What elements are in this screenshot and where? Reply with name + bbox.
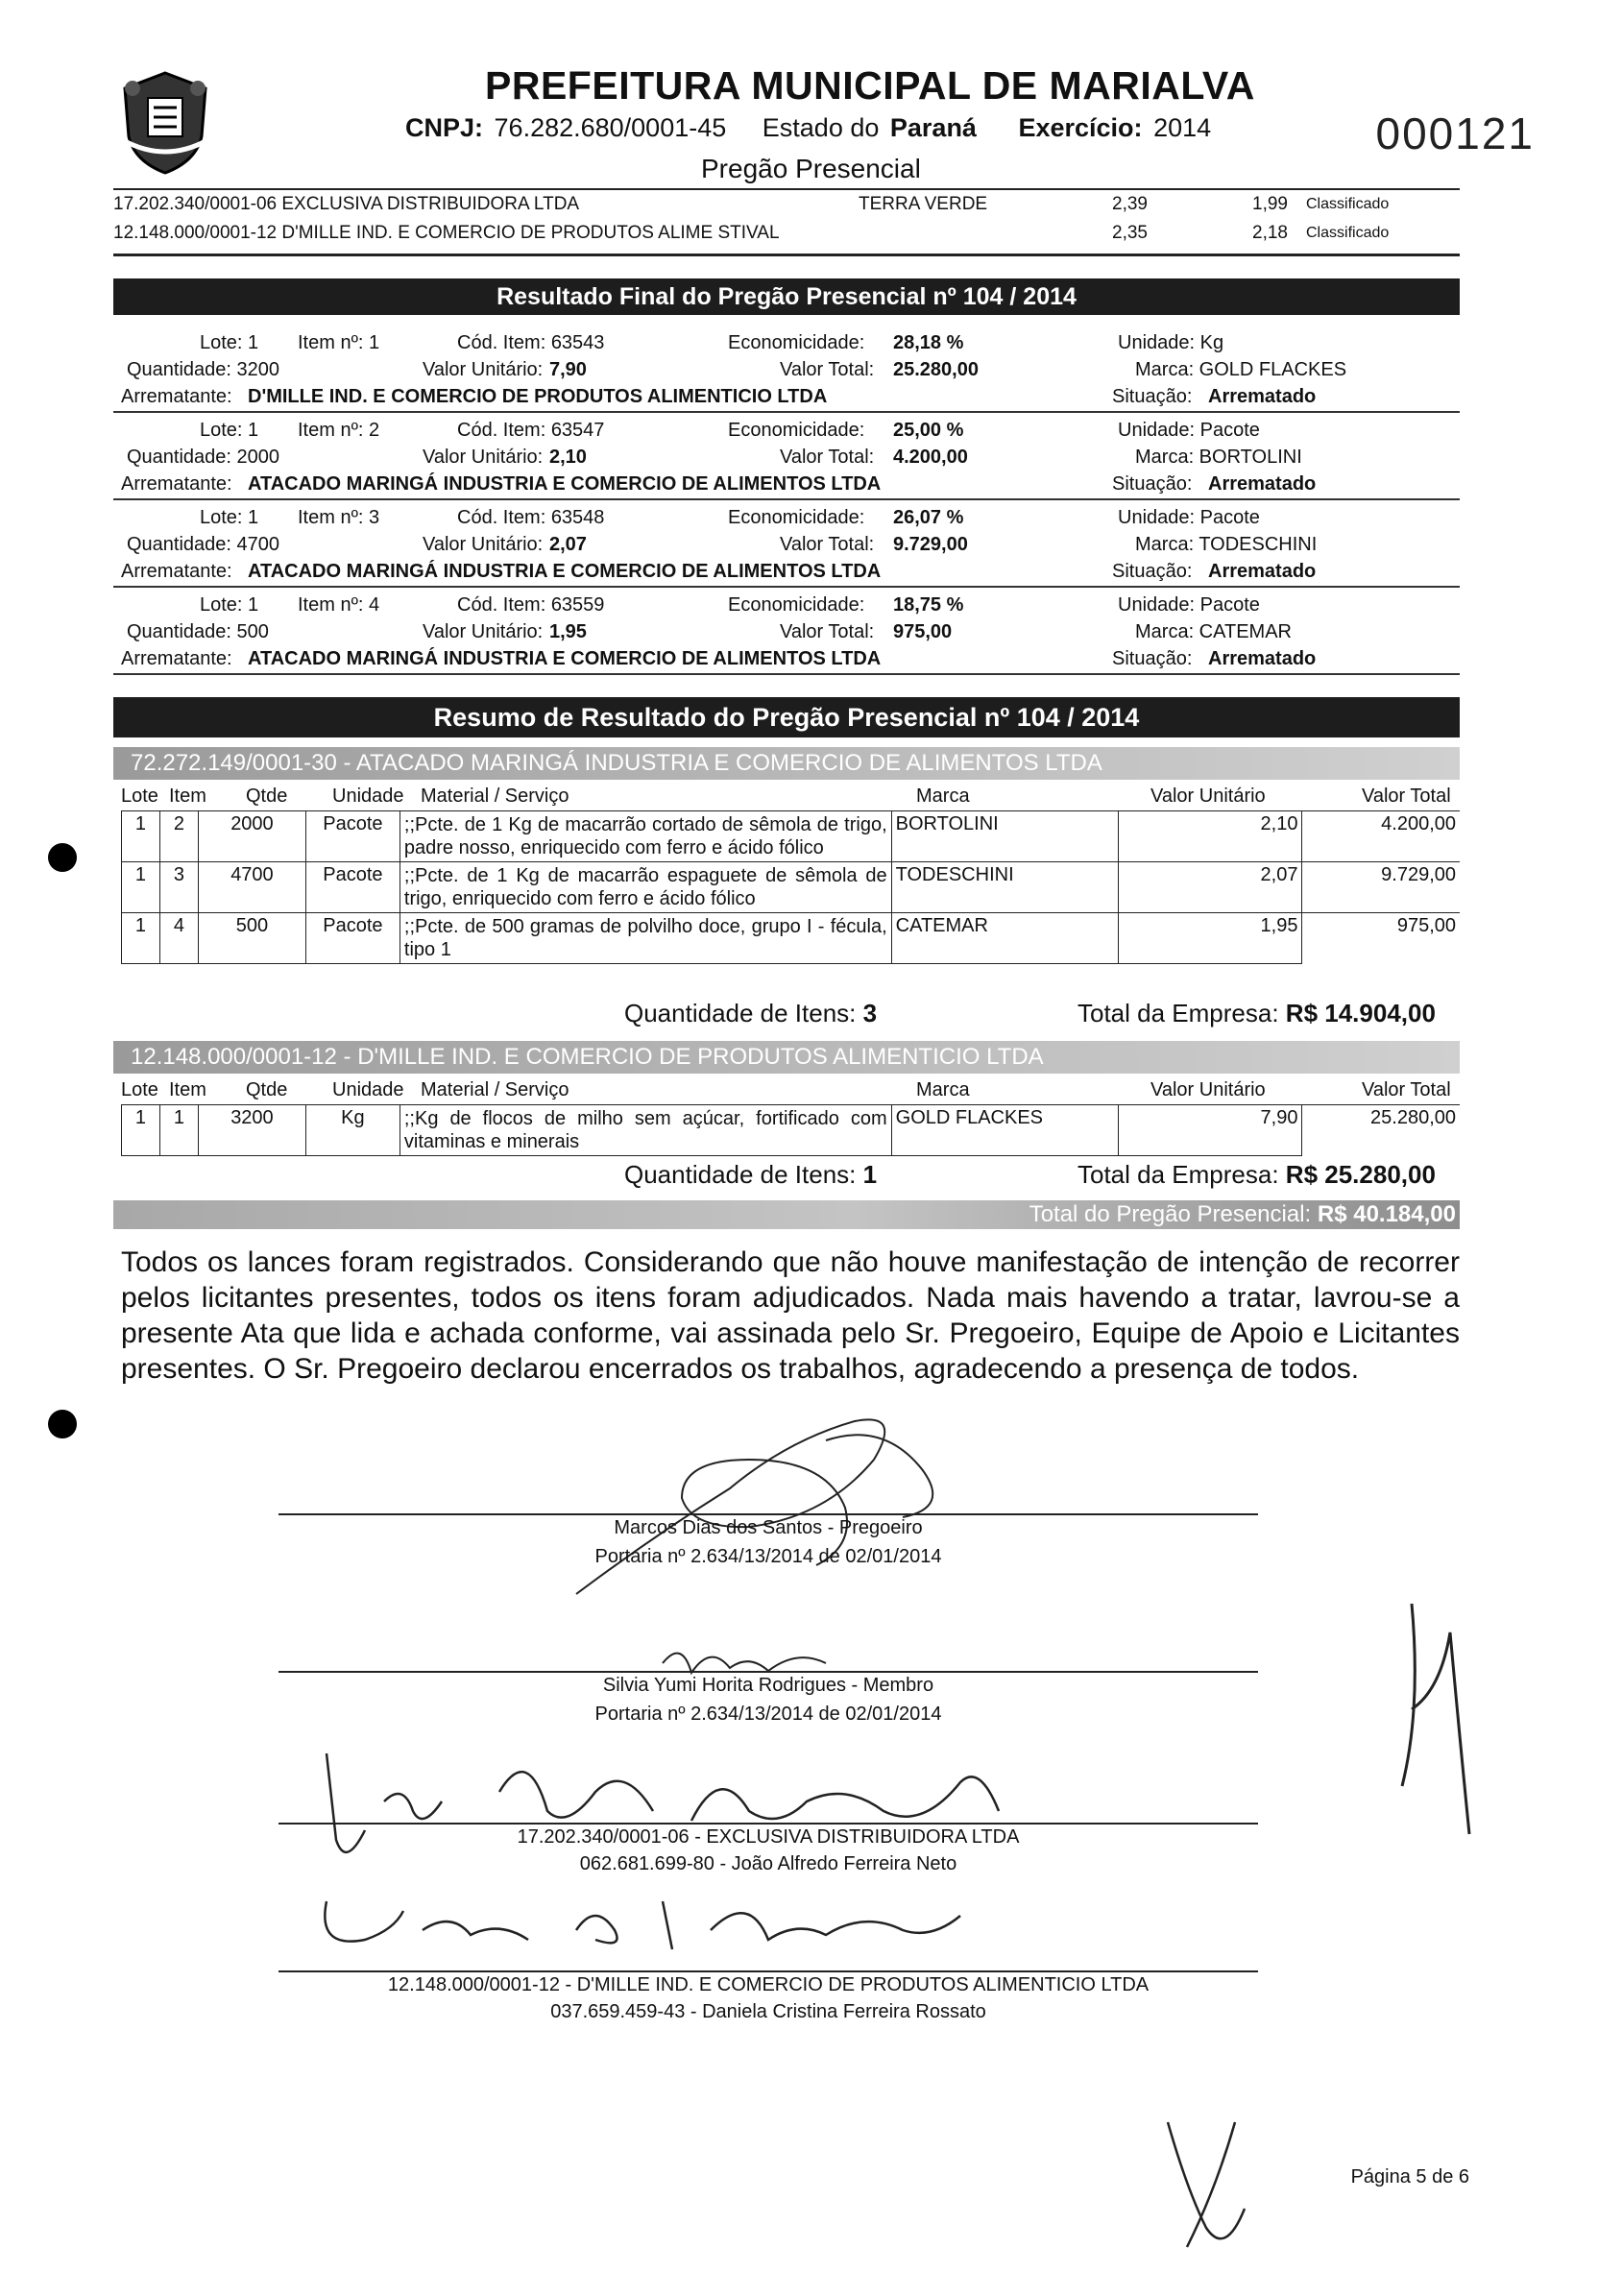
item-label: Item nº: 2 <box>298 420 380 441</box>
item-label: Item nº: 1 <box>298 332 380 353</box>
signature-2-name: Silvia Yumi Horita Rodrigues - Membro <box>602 1675 934 1696</box>
cell-valor-total: 4.200,00 <box>1302 811 1460 862</box>
economicidade-label: Economicidade: <box>728 420 865 441</box>
modalidade: Pregão Presencial <box>701 154 921 183</box>
exercicio-value: 2014 <box>1153 113 1212 142</box>
total-empresa-value: R$ 25.280,00 <box>1285 1160 1436 1189</box>
cell-unidade: Pacote <box>305 811 400 862</box>
valor-total-label: Valor Total: <box>780 534 875 555</box>
total-pregao-bar <box>113 1200 1460 1229</box>
class-row-2-empresa: 12.148.000/0001-12 D'MILLE IND. E COMERCIO DE PRODUTOS ALIME STIVAL <box>113 223 780 243</box>
quantidade: Quantidade: 4700 <box>127 534 280 555</box>
economicidade-value: 25,00 % <box>893 420 964 441</box>
cod-item: Cód. Item: 63543 <box>457 332 605 353</box>
col-valor-unitario: Valor Unitário <box>1150 785 1266 807</box>
quantidade-label: Quantidade de Itens: <box>624 999 857 1027</box>
cell-unidade: Pacote <box>305 862 400 913</box>
col-valor-unitario: Valor Unitário <box>1150 1079 1266 1100</box>
cnpj-value: 76.282.680/0001-45 <box>494 113 727 142</box>
economicidade-label: Economicidade: <box>728 332 865 353</box>
lote-block-2 <box>113 420 1460 500</box>
items-table-2 <box>121 1104 1460 1156</box>
cod-item: Cód. Item: 63547 <box>457 420 605 441</box>
signature-line-1 <box>278 1513 1258 1515</box>
empresa-1-quantidade <box>624 999 877 1028</box>
marca: Marca: GOLD FLACKES <box>1135 359 1347 380</box>
lote-divider <box>113 673 1460 675</box>
municipal-crest-icon <box>113 69 217 177</box>
valor-total-label: Valor Total: <box>780 447 875 468</box>
valor-unitario: 2,07 <box>549 534 587 555</box>
col-item: Item <box>169 785 206 807</box>
cell-valor-total: 25.280,00 <box>1302 1105 1460 1156</box>
lote-block-1 <box>113 332 1460 413</box>
table-row <box>122 811 1461 862</box>
estado-label: Estado do <box>762 113 880 142</box>
pregoeiro-signature <box>538 1402 980 1613</box>
cell-item: 2 <box>159 811 198 862</box>
col-lote: Lote <box>121 1079 158 1100</box>
economicidade-value: 28,18 % <box>893 332 964 353</box>
marca: Marca: BORTOLINI <box>1135 447 1302 468</box>
signature-3-empresa: 17.202.340/0001-06 - EXCLUSIVA DISTRIBUIDORA LTDA <box>517 1826 1020 1848</box>
quantidade: Quantidade: 3200 <box>127 359 280 380</box>
col-unidade: Unidade <box>332 785 404 807</box>
cell-material: ;;Pcte. de 1 Kg de macarrão cortado de sêmola de trigo, padre nosso, enriquecido com ferro e ácido fólico <box>400 811 891 862</box>
quantidade: Quantidade: 500 <box>127 621 269 642</box>
margin-initial-mark <box>1392 1594 1479 1844</box>
cod-item: Cód. Item: 63548 <box>457 507 605 528</box>
class-row-1-v1: 2,39 <box>1112 194 1148 214</box>
arrematante-label: Arrematante: <box>121 561 232 582</box>
unidade: Unidade: Pacote <box>1118 594 1260 616</box>
quantidade-value: 1 <box>862 1160 878 1189</box>
col-marca: Marca <box>916 1079 970 1100</box>
total-empresa-label: Total da Empresa: <box>1077 999 1279 1027</box>
cell-qtde: 4700 <box>198 862 305 913</box>
col-valor-total: Valor Total <box>1362 785 1451 807</box>
header-divider <box>113 188 1460 190</box>
cell-valor-unitario: 7,90 <box>1118 1105 1302 1156</box>
cell-marca: CATEMAR <box>891 913 1118 964</box>
closing-paragraph: Todos os lances foram registrados. Considerando que não houve manifestação de intenção de recorrer pelos licitantes presentes, todos os itens foram adjudicados. Nada mais havendo a tratar, lavrou-se a presente Ata que lida e achada conforme, vai assinada pelo Sr. Pregoeiro, Equipe de Apoio e Licitantes presentes. O Sr. Pregoeiro declarou encerrados os trabalhos, agradecendo a presença de todos. <box>121 1246 1460 1385</box>
arrematante: ATACADO MARINGÁ INDUSTRIA E COMERCIO DE ALIMENTOS LTDA <box>248 648 882 669</box>
cell-material: ;;Pcte. de 500 gramas de polvilho doce, grupo I - fécula, tipo 1 <box>400 913 891 964</box>
situacao: Arrematado <box>1208 473 1317 495</box>
empresa-1-total <box>1077 999 1436 1028</box>
valor-total: 9.729,00 <box>893 534 968 555</box>
valor-unitario-label: Valor Unitário: <box>423 621 544 642</box>
resultado-final-title: Resultado Final do Pregão Presencial nº 104 / 2014 <box>113 278 1460 315</box>
unidade: Unidade: Pacote <box>1118 420 1260 441</box>
lote-block-3 <box>113 507 1460 588</box>
arrematante: ATACADO MARINGÁ INDUSTRIA E COMERCIO DE ALIMENTOS LTDA <box>248 473 882 495</box>
unidade: Unidade: Kg <box>1118 332 1224 353</box>
arrematante-label: Arrematante: <box>121 648 232 669</box>
cell-valor-total: 9.729,00 <box>1302 862 1460 913</box>
item-label: Item nº: 3 <box>298 507 380 528</box>
total-empresa-label: Total da Empresa: <box>1077 1160 1279 1189</box>
cell-material: ;;Pcte. de 1 Kg de macarrão espaguete de sêmola de trigo, enriquecido com ferro e ácido fólico <box>400 862 891 913</box>
lote-label: Lote: 1 <box>200 507 259 528</box>
binder-hole-icon <box>48 843 77 872</box>
col-qtde: Qtde <box>246 785 288 807</box>
class-row-1-empresa: 17.202.340/0001-06 EXCLUSIVA DISTRIBUIDORA LTDA <box>113 194 580 214</box>
class-row-2-status: Classificado <box>1306 225 1390 241</box>
signature-4-representante: 037.659.459-43 - Daniela Cristina Ferreira Rossato <box>550 2001 986 2022</box>
marca: Marca: CATEMAR <box>1135 621 1292 642</box>
economicidade-value: 18,75 % <box>893 594 964 616</box>
header-info-line <box>405 113 1215 143</box>
signature-4-empresa: 12.148.000/0001-12 - D'MILLE IND. E COMERCIO DE PRODUTOS ALIMENTICIO LTDA <box>387 1974 1150 1995</box>
marca: Marca: TODESCHINI <box>1135 534 1318 555</box>
situacao-label: Situação: <box>1112 648 1193 669</box>
total-pregao-label: Total do Pregão Presencial: <box>1029 1201 1312 1227</box>
lote-block-4 <box>113 594 1460 675</box>
empresa-2-total <box>1077 1160 1436 1190</box>
valor-unitario-label: Valor Unitário: <box>423 534 544 555</box>
valor-unitario: 7,90 <box>549 359 587 380</box>
col-qtde: Qtde <box>246 1079 288 1100</box>
lote-label: Lote: 1 <box>200 594 259 616</box>
situacao: Arrematado <box>1208 561 1317 582</box>
lote-divider <box>113 586 1460 588</box>
class-row-2-v2: 2,18 <box>1252 223 1288 243</box>
col-unidade: Unidade <box>332 1079 404 1100</box>
municipality-title: PREFEITURA MUNICIPAL DE MARIALVA <box>485 63 1255 108</box>
page-serial-number: 000121 <box>1375 109 1535 158</box>
cell-marca: BORTOLINI <box>891 811 1118 862</box>
cell-marca: GOLD FLACKES <box>891 1105 1118 1156</box>
cell-qtde: 3200 <box>198 1105 305 1156</box>
situacao-label: Situação: <box>1112 473 1193 495</box>
empresa-2-quantidade <box>624 1160 877 1190</box>
situacao-label: Situação: <box>1112 561 1193 582</box>
economicidade-label: Economicidade: <box>728 594 865 616</box>
cell-lote: 1 <box>122 862 160 913</box>
arrematante-label: Arrematante: <box>121 386 232 407</box>
signature-line-4 <box>278 1970 1258 1972</box>
class-divider <box>113 254 1460 256</box>
cell-valor-total: 975,00 <box>1302 913 1460 964</box>
arrematante-label: Arrematante: <box>121 473 232 495</box>
table-row <box>122 913 1461 964</box>
col-item: Item <box>169 1079 206 1100</box>
col-material: Material / Serviço <box>421 785 569 807</box>
empresa-1-header: 72.272.149/0001-30 - ATACADO MARINGÁ INDUSTRIA E COMERCIO DE ALIMENTOS LTDA <box>113 747 1460 780</box>
valor-total: 25.280,00 <box>893 359 979 380</box>
table-row <box>122 862 1461 913</box>
total-pregao-value: R$ 40.184,00 <box>1317 1201 1456 1227</box>
valor-total-label: Valor Total: <box>780 359 875 380</box>
cell-qtde: 500 <box>198 913 305 964</box>
cell-valor-unitario: 1,95 <box>1118 913 1302 964</box>
class-row-1-v2: 1,99 <box>1252 194 1288 214</box>
valor-total-label: Valor Total: <box>780 621 875 642</box>
bottom-rubric-mark <box>1149 2113 1264 2257</box>
cell-qtde: 2000 <box>198 811 305 862</box>
class-row-2-v1: 2,35 <box>1112 223 1148 243</box>
signature-1-name: Marcos Dias dos Santos - Pregoeiro <box>614 1517 923 1538</box>
class-row-1-status: Classificado <box>1306 196 1390 212</box>
empresa-2-header: 12.148.000/0001-12 - D'MILLE IND. E COMERCIO DE PRODUTOS ALIMENTICIO LTDA <box>113 1041 1460 1074</box>
valor-unitario-label: Valor Unitário: <box>423 447 544 468</box>
cod-item: Cód. Item: 63559 <box>457 594 605 616</box>
economicidade-label: Economicidade: <box>728 507 865 528</box>
quantidade-value: 3 <box>862 999 878 1027</box>
valor-total: 4.200,00 <box>893 447 968 468</box>
unidade: Unidade: Pacote <box>1118 507 1260 528</box>
col-lote: Lote <box>121 785 158 807</box>
table-row <box>122 1105 1461 1156</box>
valor-unitario: 2,10 <box>549 447 587 468</box>
economicidade-value: 26,07 % <box>893 507 964 528</box>
signature-1-portaria: Portaria nº 2.634/13/2014 de 02/01/2014 <box>594 1546 942 1567</box>
quantidade: Quantidade: 2000 <box>127 447 280 468</box>
lote-label: Lote: 1 <box>200 420 259 441</box>
page-number: Página 5 de 6 <box>1350 2166 1469 2187</box>
class-row-1-cidade: TERRA VERDE <box>859 194 988 214</box>
estado-value: Paraná <box>889 113 977 142</box>
cell-lote: 1 <box>122 913 160 964</box>
col-valor-total: Valor Total <box>1362 1079 1451 1100</box>
binder-hole-icon <box>48 1410 77 1438</box>
lote-divider <box>113 498 1460 500</box>
signature-3-representante: 062.681.699-80 - João Alfredo Ferreira Neto <box>579 1853 957 1874</box>
licitante-2-signature <box>307 1882 980 1959</box>
situacao: Arrematado <box>1208 648 1317 669</box>
quantidade-label: Quantidade de Itens: <box>624 1160 857 1189</box>
signature-line-3 <box>278 1823 1258 1825</box>
arrematante: D'MILLE IND. E COMERCIO DE PRODUTOS ALIMENTICIO LTDA <box>248 386 828 407</box>
cell-item: 3 <box>159 862 198 913</box>
items-table-1 <box>121 810 1460 964</box>
total-empresa-value: R$ 14.904,00 <box>1285 999 1436 1027</box>
lote-label: Lote: 1 <box>200 332 259 353</box>
cell-item: 4 <box>159 913 198 964</box>
signature-line-2 <box>278 1671 1258 1673</box>
cell-unidade: Pacote <box>305 913 400 964</box>
valor-unitario-label: Valor Unitário: <box>423 359 544 380</box>
valor-unitario: 1,95 <box>549 621 587 642</box>
exercicio-label: Exercício: <box>1018 113 1143 142</box>
cell-unidade: Kg <box>305 1105 400 1156</box>
resumo-title: Resumo de Resultado do Pregão Presencial nº 104 / 2014 <box>113 697 1460 737</box>
cell-item: 1 <box>159 1105 198 1156</box>
cnpj-label: CNPJ: <box>405 113 484 142</box>
arrematante: ATACADO MARINGÁ INDUSTRIA E COMERCIO DE ALIMENTOS LTDA <box>248 561 882 582</box>
situacao: Arrematado <box>1208 386 1317 407</box>
cell-material: ;;Kg de flocos de milho sem açúcar, fortificado com vitaminas e minerais <box>400 1105 891 1156</box>
cell-valor-unitario: 2,07 <box>1118 862 1302 913</box>
cell-lote: 1 <box>122 811 160 862</box>
situacao-label: Situação: <box>1112 386 1193 407</box>
lote-divider <box>113 411 1460 413</box>
col-material: Material / Serviço <box>421 1079 569 1100</box>
cell-lote: 1 <box>122 1105 160 1156</box>
valor-total: 975,00 <box>893 621 953 642</box>
item-label: Item nº: 4 <box>298 594 380 616</box>
cell-valor-unitario: 2,10 <box>1118 811 1302 862</box>
cell-marca: TODESCHINI <box>891 862 1118 913</box>
col-marca: Marca <box>916 785 970 807</box>
signature-2-portaria: Portaria nº 2.634/13/2014 de 02/01/2014 <box>594 1704 942 1725</box>
